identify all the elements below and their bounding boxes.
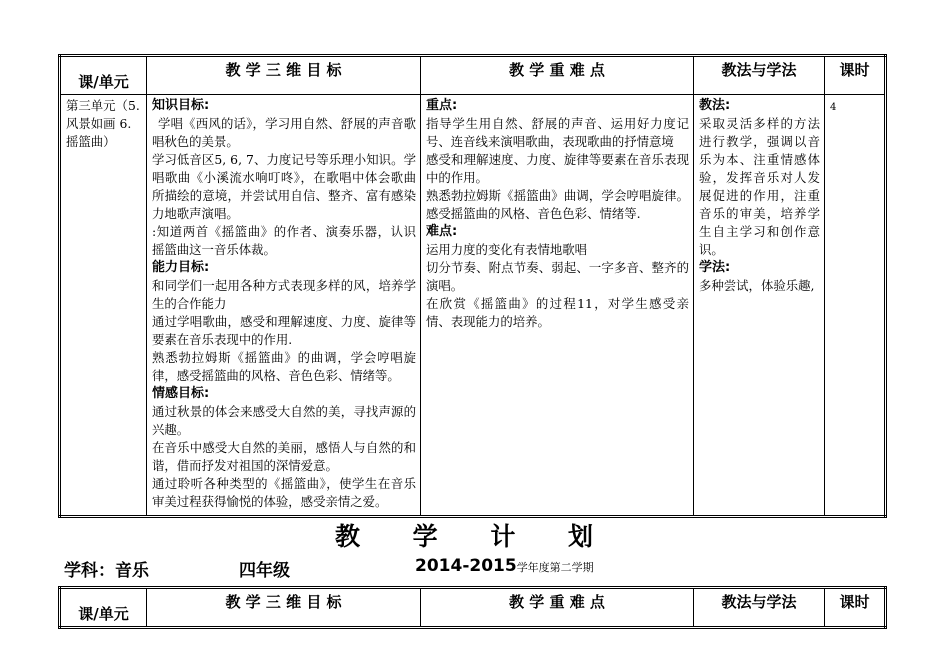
learn-title: 学法:: [699, 260, 731, 275]
important-item: 指导学生用自然、舒展的声音、运用好力度记号、连音线来演唱歌曲，表现歌曲的抒情意境: [426, 116, 689, 149]
important-item: 感受和理解速度、力度、旋律等要素在音乐表现中的作用。: [426, 152, 689, 185]
ability-item: 和同学们一起用各种方式表现多样的风，培养学生的合作能力: [152, 278, 416, 311]
header-unit: 课/单元: [60, 56, 147, 95]
teach-text: 采取灵活多样的方法进行教学，强调以音乐为本、注重情感体验，发挥音乐对人发展促进的作用，注重音乐的审美，培养学生自主学习和创作意识。: [699, 116, 820, 257]
important-item: 熟悉勃拉姆斯《摇篮曲》曲调，学会哼唱旋律。感受摇篮曲的风格、音色色彩、情绪等.: [426, 188, 689, 221]
header-key-points: 教 学 重 难 点: [421, 56, 694, 95]
header-row: [60, 56, 886, 95]
difficult-item: 运用力度的变化有表情地歌唱: [426, 242, 588, 257]
teaching-plan-table-2: [58, 586, 887, 629]
subject-label: 学科：音乐: [64, 561, 149, 581]
emotion-item: 通过聆听各种类型的《摇篮曲》，使学生在音乐审美过程获得愉悦的体验，感受亲情之爱。: [152, 476, 416, 509]
ability-item: 熟悉勃拉姆斯《摇篮曲》的曲调，学会哼唱旋律，感受摇篮曲的风格、音色色彩、情绪等。: [152, 350, 416, 383]
unit-cell: [60, 95, 147, 517]
key-points-cell: [421, 95, 694, 517]
knowledge-item: :知道两首《摇篮曲》的作者、演奏乐器，认识摇篮曲这一音乐体裁。: [152, 224, 416, 257]
header-goals: 教 学 三 维 目 标: [147, 56, 421, 95]
year-value: 2014-2015: [415, 556, 517, 576]
learn-text: 多种尝试，体验乐趣,: [699, 278, 815, 293]
important-title: 重点:: [426, 98, 458, 113]
header-methods: 教法与学法: [694, 56, 825, 95]
knowledge-title: 知识目标:: [152, 98, 210, 113]
emotion-title: 情感目标:: [152, 386, 210, 401]
header-goals: 教 学 三 维 目 标: [147, 588, 421, 628]
hours-value: 4: [830, 102, 837, 113]
unit-row: [60, 95, 886, 517]
plan-title: 教 学 计 划: [334, 522, 616, 551]
hours-cell: [825, 95, 886, 517]
emotion-item: 在音乐中感受大自然的美丽，感悟人与自然的和谐，借而抒发对祖国的深情爱意。: [152, 440, 416, 473]
knowledge-item: 学习低音区5, 6, 7、力度记号等乐理小知识。学唱歌曲《小溪流水响叮咚》，在歌唱中体会歌曲所描绘的意境，并尝试用自信、整齐、富有感染力地歌声演唱。: [152, 152, 416, 221]
goals-cell: [147, 95, 421, 517]
teach-title: 教法:: [699, 98, 731, 113]
ability-item: 通过学唱歌曲，感受和理解速度、力度、旋律等要素在音乐表现中的作用.: [152, 314, 416, 347]
unit-text: 第三单元（5.风景如画 6.摇篮曲）: [66, 98, 140, 149]
emotion-item: 通过秋景的体会来感受大自然的美，寻找声源的兴趣。: [152, 404, 416, 437]
methods-cell: [694, 95, 825, 517]
header-methods: 教法与学法: [694, 588, 825, 628]
difficult-title: 难点:: [426, 224, 458, 239]
term-value: 学年度第二学期: [516, 561, 594, 574]
grade-label: 四年级: [239, 561, 290, 581]
teaching-plan-table: [58, 54, 887, 518]
ability-title: 能力目标:: [152, 260, 210, 275]
header-unit: 课/单元: [60, 588, 147, 628]
header-hours: 课时: [825, 588, 886, 628]
difficult-item: 在欣赏《摇篮曲》的过程11，对学生感受亲情、表现能力的培养。: [426, 296, 689, 329]
difficult-item: 切分节奏、附点节奏、弱起、一字多音、整齐的演唱。: [426, 260, 689, 293]
knowledge-item: 学唱《西风的话》，学习用自然、舒展的声音歌唱秋色的美景。: [152, 116, 416, 149]
header-key-points: 教 学 重 难 点: [421, 588, 694, 628]
year-label: [415, 556, 594, 576]
header-row-2: [60, 588, 886, 628]
header-hours: 课时: [825, 56, 886, 95]
